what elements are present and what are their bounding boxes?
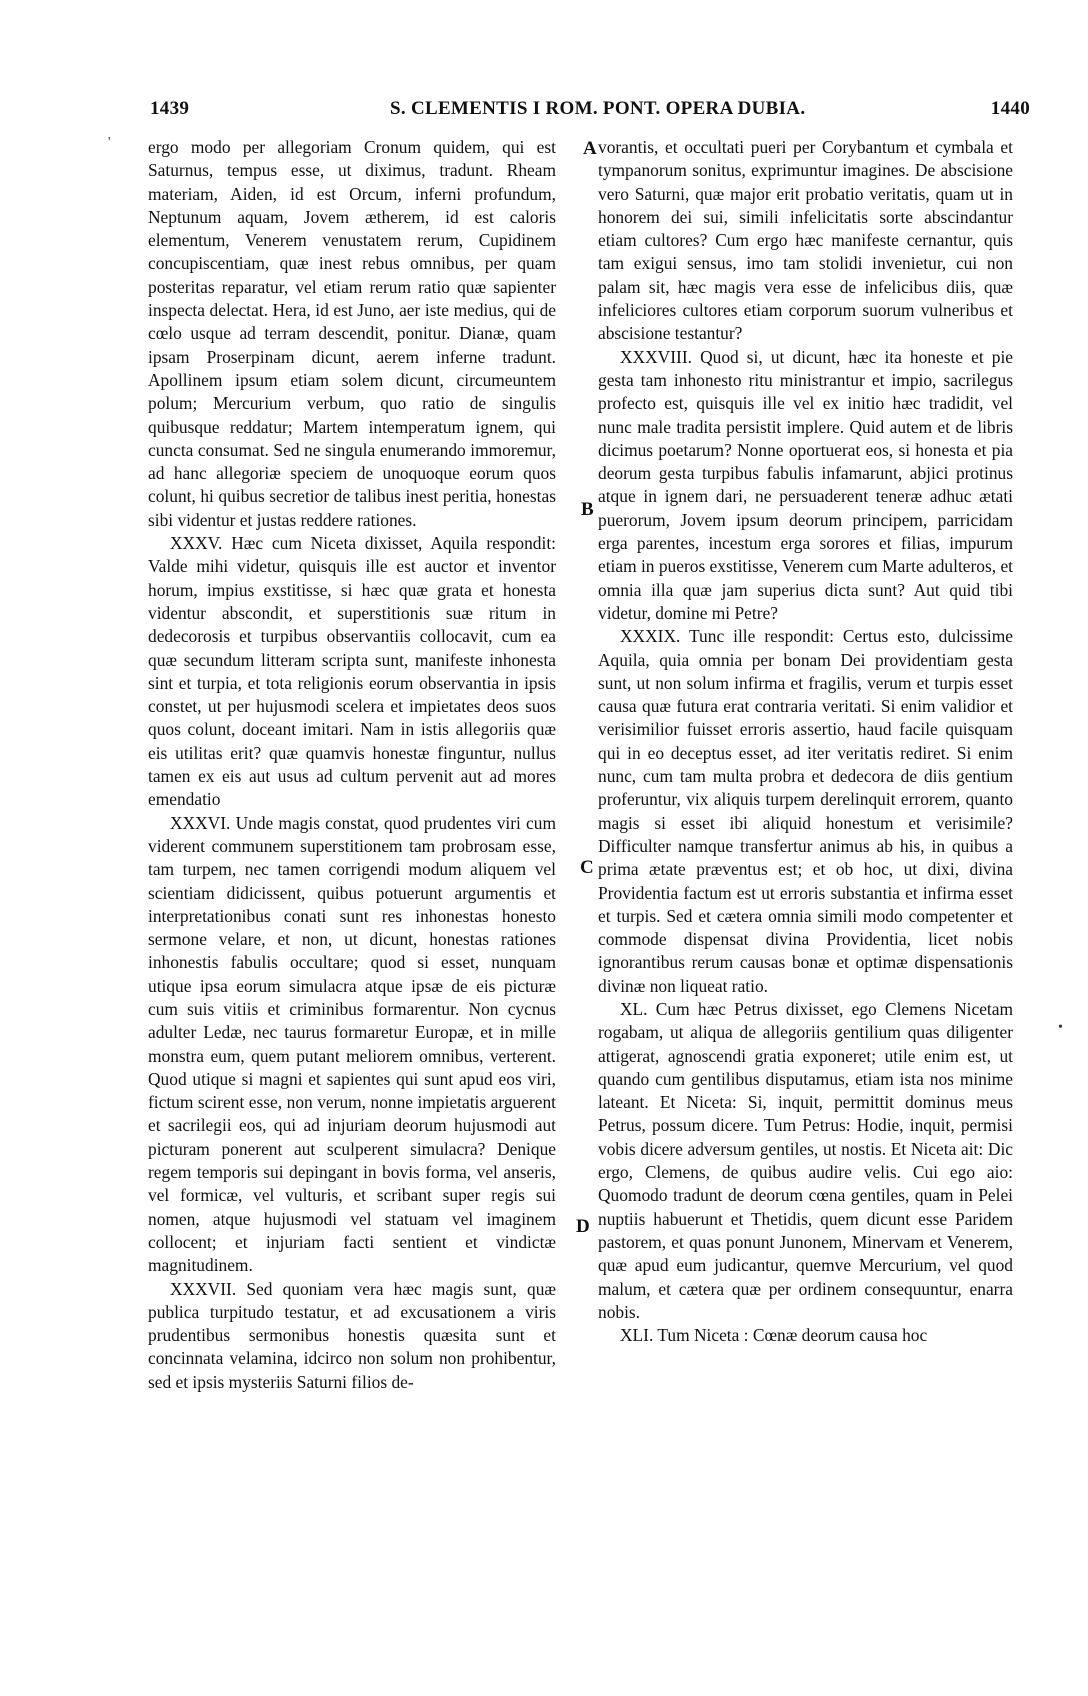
running-header <box>150 98 1030 124</box>
paragraph-continued: vorantis, et occultati pueri per Corybantum et cymbala et tympanorum sonitus, exprimuntur imagines. De abscisione vero Saturni, quæ major erit probatio veritatis, quam ut in honorem dei sui, simili infelicitatis sorte abscindantur etiam cultores? Cum ergo hæc manifeste cernantur, quis tam exigui sensus, imo tam stolidi invenietur, cui non palam sit, hæc magis vera esse de infelicibus diis, quæ infeliciores cultores etiam corporum suorum vulneribus et abscisione testantur? <box>598 137 1013 344</box>
section-number: XXXV. <box>170 533 223 554</box>
paragraph-xxxv <box>148 532 556 812</box>
section-number: XXXVI. <box>170 812 231 833</box>
paragraph-xl <box>598 998 1013 1324</box>
paragraph-text: Quod si, ut dicunt, hæc ita honeste et pie gesta tam inhonesto ritu ministrantur et impio, sacrilegus profecto est, quisquis ille vel ex initio hæc tradidit, vel nunc male tradita persistit implere. Quid autem et de libris dicimus poetarum? Nonne oportuerat eos, si honesta et pia deorum gesta turpibus fabulis infamarunt, abjici protinus atque in ignem dari, ne persuaderent teneræ adhuc ætati puerorum, Jovem ipsum deorum principem, parricidam erga parentes, incestum erga sorores et filias, impurum etiam in pueros exstitisse, Venerem cum Marte adulteros, et omnia illa quæ jam superius dicta sunt? Aut quid tibi videtur, domine mi Petre? <box>598 346 1014 623</box>
running-title: S. CLEMENTIS I ROM. PONT. OPERA DUBIA. <box>390 98 806 119</box>
paragraph-text: Tum Niceta : Cœnæ deorum causa hoc <box>657 1325 928 1346</box>
margin-section-letter-b: B <box>581 499 594 520</box>
left-column-number: 1439 <box>150 98 190 119</box>
margin-section-letter-a: A <box>583 138 597 159</box>
paragraph-text: Cum hæc Petrus dixisset, ego Clemens Nicetam rogabam, ut aliqua de allegoriis gentilium quas diligenter attigerat, agnoscendi gratia exponeret; utile enim est, ut quando cum gentilibus disputamus, etiam ista nos minime lateant. Et Niceta: Si, inquit, permittit dominus meus Petrus, possum dicere. Tum Petrus: Hodie, inquit, permisi vobis dicere adversum gentiles, ut nostis. Et Niceta ait: Dic ergo, Clemens, de quibus audire velis. Cui ego aio: Quomodo tradunt de deorum cœna gentiles, quam in Pelei nuptiis habuerunt et Thetidis, quem dicunt esse Paridem pastorem, et quas ponunt Junonem, Minervam et Venerem, quæ apud eum judicantur, quemve Mercurium, vel quod malum, et cætera quæ per ordinem consequuntur, enarra nobis. <box>598 998 1013 1322</box>
paragraph-xli <box>598 1324 1013 1347</box>
paragraph-xxxviii <box>598 346 1013 626</box>
right-text-column <box>598 136 1013 1347</box>
section-number: XXXVII. <box>170 1278 237 1299</box>
paragraph-text: Hæc cum Niceta dixisset, Aquila respondit: Valde mihi videtur, quisquis ille est auctor et inventor horum, impius exstitisse, si hæc quæ grata et honesta videntur abscondit, et superstitionis suæ ritum in dedecorosis et turpibus observantiis collocavit, cum ea quæ secundum litteram scripta sunt, manifeste inhonesta sint et turpia, et tota religionis eorum observantia in ipsis constet, ut per hujusmodi scelera et impietates deos suos quos colunt, doceant imitari. Nam in istis allegoriis quæ eis utilitas erit? quæ quamvis honestæ finguntur, nullus tamen ex eis aut usus ad cultum pervenit aut ad mores emendatio <box>148 533 556 810</box>
margin-section-letter-c: C <box>580 857 594 878</box>
margin-section-letter-d: D <box>576 1216 590 1237</box>
section-number: XLI. <box>620 1325 654 1346</box>
paragraph-xxxvi <box>148 812 556 1278</box>
margin-tick-mark: ' <box>108 135 111 150</box>
left-text-column <box>148 136 556 1394</box>
paragraph-text: Sed quoniam vera hæc magis sunt, quæ publica turpitudo testatur, et ad excusationem a viris prudentibus sermonibus honestis quæsita sunt et concinnata velamina, idcirco non solum non prohibentur, sed et ipsis mysteriis Saturni filios de- <box>148 1278 556 1392</box>
paragraph-xxxix <box>598 625 1013 998</box>
section-number: XXXIX. <box>620 626 681 647</box>
section-number: XXXVIII. <box>620 346 692 367</box>
paragraph-continued: ergo modo per allegoriam Cronum quidem, qui est Saturnus, tempus esse, ut diximus, tradunt. Rheam materiam, Aiden, id est Orcum, inferni profundum, Neptunum aquam, Jovem ætherem, id est caloris elementum, Venerem venustatem rerum, Cupidinem concupiscentiam, quæ inest rebus omnibus, per quam posteritas reparatur, vel etiam rerum ratio quæ sapienter inspecta delectat. Hera, id est Juno, aer iste medius, qui de cœlo usque ad terram descendit, ponitur. Dianæ, quam ipsam Proserpinam dicunt, aerem inferne tradunt. Apollinem ipsum etiam solem dicunt, circumeuntem polum; Mercurium verbum, quo ratio de singulis quibusque reddatur; Martem intemperatum ignem, qui cuncta consumat. Sed ne singula enumerando immoremur, ad hanc allegoriæ speciem de unoquoque eorum quos colunt, hi quibus secretior de talibus inest peritia, honestas sibi videntur et justas reddere rationes. <box>148 137 556 530</box>
section-number: XL. <box>620 998 648 1019</box>
margin-dot-mark: • <box>1058 1020 1063 1035</box>
paragraph-text: Tunc ille respondit: Certus esto, dulcissime Aquila, quia omnia per bonam Dei providentiam gesta sunt, ut non solum infirma et fragilis, verum et turpis esset causa quæ futura erat contraria veritati. Si enim validior et verisimilior fuisset erroris assertio, haud facile quisquam qui in eo deceptus esset, ad iter veritatis rediret. Si enim nunc, cum tam multa probra et dedecora de diis gentium proferuntur, vix aliquis turpem derelinquit errorem, quanto magis si esset ibi aliquid honestum et verisimile? Difficulter namque transfertur animus ab his, in quibus a prima ætate præventus est; et ob hoc, ut dixi, divina Providentia factum est ut erroris substantia et infirma esset et turpis. Sed et cætera omnia simili modo competenter et commode dispensat divina Providentia, licet nobis ignorantibus rerum causas bonæ et optimæ dispensationis divinæ non liqueat ratio. <box>598 626 1013 996</box>
paragraph-text: Unde magis constat, quod prudentes viri cum viderent communem superstitionem tam probrosam esse, tam turpem, nec tamen corrigendi modum aliquem vel scientiam didicissent, quibus potuerunt argumentis et interpretationibus conati sunt res inhonestas honesto sermone velare, et non, ut dicunt, honestas rationes inhonestis fabulis occultare; quod si esset, nunquam utique ipsa eorum simulacra atque ipsæ de eis picturæ cum suis vitiis et criminibus formarentur. Non cycnus adulter Ledæ, nec taurus formaretur Europæ, et in mille monstra eum, quem putant meliorem omnibus, verterent. Quod utique si magni et sapientes qui sunt apud eos viri, fictum scirent esse, non verum, nonne impietatis arguerent et sacrilegii eos, qui ad injuriam deorum hujusmodi aut picturam ponerent aut sculperent simulacra? Denique regem temporis sui depingant in bovis forma, vel anseris, vel formicæ, vel vulturis, et scribant super regis sui nomen, atque hujusmodi vel statuam vel imaginem collocent; et injuriam facti sentient et vindictæ magnitudinem. <box>148 812 556 1276</box>
right-column-number: 1440 <box>990 98 1030 119</box>
paragraph-xxxvii <box>148 1278 556 1394</box>
